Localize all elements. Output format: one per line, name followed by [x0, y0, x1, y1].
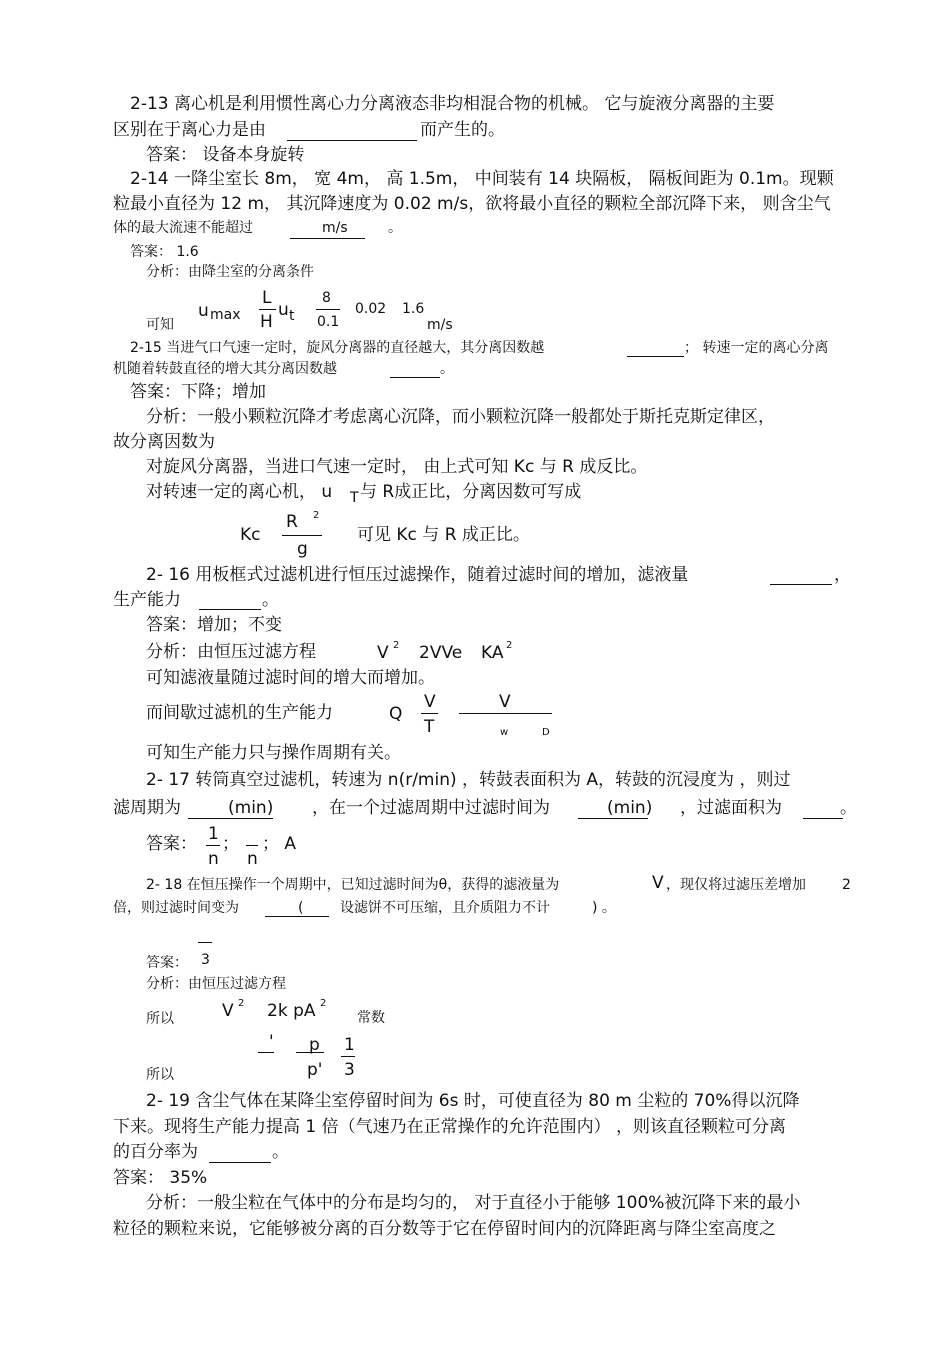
q216-blank-1[interactable]	[770, 584, 832, 585]
q218-line1a: 2- 18 在恒压操作一个周期中，已知过滤时间为θ，获得的滤液量为	[146, 877, 560, 893]
q216-VVe: 2VVe	[419, 643, 463, 663]
q218-pp: p'	[307, 1060, 323, 1080]
q219-line3b: 。	[272, 1142, 289, 1162]
q215-analysis-2: 故分离因数为	[113, 432, 215, 452]
q214-line3b: 。	[388, 220, 402, 236]
q216-w: w	[500, 727, 509, 738]
q218-line2b: 设滤饼不可压缩，且介质阻力不计	[340, 900, 550, 916]
q214-H: H	[260, 312, 273, 332]
q216-D: D	[542, 727, 550, 738]
q218-V: V	[652, 873, 664, 893]
q218-prime: '	[269, 1032, 274, 1052]
q215-line1a: 2-15 当进气口气速一定时，旋风分离器的直径越大，其分离因数越	[130, 340, 545, 356]
q216-line2a: 生产能力	[113, 590, 181, 610]
q217-n-2: n	[247, 849, 258, 869]
q218-line2c: ) 。	[592, 900, 616, 916]
q218-frac-bar-4	[341, 1056, 355, 1057]
q218-frac-bar-1	[198, 942, 212, 943]
q218-frac-bar-2	[258, 1052, 274, 1053]
q217-blank-1[interactable]	[188, 818, 273, 819]
q216-KA: KA	[481, 643, 504, 663]
q219-analysis-1: 分析：一般尘粒在气体中的分布是均匀的， 对于直径小于能够 100%被沉降下来的最小	[146, 1193, 801, 1213]
q217-one: 1	[208, 824, 219, 844]
q216-line2b: 。	[262, 590, 279, 610]
q215-analysis-4a: 对转速一定的离心机， u	[146, 482, 333, 502]
q218-answer: 答案：	[146, 955, 188, 971]
q217-semi: ；	[222, 834, 239, 854]
q215-blank-2[interactable]	[390, 377, 440, 378]
q217-line1: 2- 17 转筒真空过滤机，转速为 n(r/min) ，转鼓表面积为 A，转鼓的沉浸度为 ，则过	[146, 770, 791, 790]
q218-sq-1: 2	[238, 998, 245, 1009]
q217-frac-bar-2	[246, 845, 258, 846]
q215-sq: 2	[313, 510, 320, 521]
q216-V-num: V	[424, 692, 436, 712]
q214-u: u	[198, 301, 209, 321]
q214-line1: 2-14 一降尘室长 8m， 宽 4m， 高 1.5m， 中间装有 14 块隔板， 隔板间距为 0.1m。现颗	[130, 169, 834, 189]
q217-frac-bar-1	[206, 845, 220, 846]
q214-blank[interactable]	[290, 238, 365, 239]
q215-line1b: ； 转速一定的离心分离	[684, 340, 829, 356]
q216-analysis-2: 可知滤液量随过滤时间的增大而增加。	[146, 668, 435, 688]
q215-blank-1[interactable]	[627, 356, 684, 357]
q219-analysis-2: 粒径的颗粒来说，它能够被分离的百分数等于它在停留时间内的沉降距离与降尘室高度之	[113, 1219, 776, 1239]
q215-g: g	[297, 539, 308, 559]
q217-min-2: (min)	[607, 798, 653, 818]
q216-line1a: 2- 16 用板框式过滤机进行恒压过滤操作，随着过滤时间的增加，滤液量	[146, 565, 689, 585]
q219-answer: 答案： 35%	[113, 1168, 208, 1188]
q215-kejian: 可见 Kc 与 R 成正比。	[357, 525, 530, 545]
q218-three: 3	[201, 952, 210, 968]
q214-num-16: 1.6	[402, 301, 425, 317]
q213-answer: 答案： 设备本身旋转	[146, 145, 305, 165]
q215-Kc: Kc	[240, 525, 261, 545]
q216-line1b: ，	[834, 565, 851, 585]
q214-kezhi: 可知	[146, 317, 174, 333]
q216-Q: Q	[389, 704, 403, 724]
q215-T-sub: T	[350, 490, 359, 506]
q215-analysis-4b: 与 R成正比，分离因数可写成	[360, 482, 582, 502]
q218-p: p	[309, 1035, 320, 1055]
q214-frac-bar-2	[316, 309, 340, 310]
q216-analysis-3: 而间歇过滤机的生产能力	[146, 703, 333, 723]
q217-n-1: n	[208, 849, 219, 869]
q213-line1: 2-13 离心机是利用惯性离心力分离液态非均相混合物的机械。 它与旋液分离器的主要	[130, 94, 775, 114]
q218-const: 常数	[357, 1010, 385, 1026]
q218-two: 2	[842, 877, 851, 893]
q215-frac-bar	[282, 535, 322, 536]
q214-line3a: 体的最大流速不能超过	[113, 220, 253, 236]
q218-suoyi-2: 所以	[146, 1067, 174, 1083]
q218-analysis: 分析：由恒压过滤方程	[146, 976, 286, 992]
q219-line1: 2- 19 含尘气体在某降尘室停留时间为 6s 时，可使直径为 80 m 尘粒的 70%得以沉降	[146, 1091, 800, 1111]
q216-V-num-2: V	[499, 692, 511, 712]
q218-blank[interactable]	[265, 916, 329, 917]
q219-line3a: 的百分率为	[113, 1142, 198, 1162]
q214-line2: 粒最小直径为 12 m， 其沉降速度为 0.02 m/s，欲将最小直径的颗粒全部沉降下来， 则含尘气	[113, 194, 831, 214]
q214-num-01: 0.1	[317, 314, 340, 330]
q214-L: L	[262, 288, 272, 308]
q217-line2c: ，过滤面积为	[680, 798, 782, 818]
q214-analysis: 分析：由降尘室的分离条件	[146, 264, 314, 280]
q215-analysis-3: 对旋风分离器，当进口气速一定时， 由上式可知 Kc 与 R 成反比。	[146, 457, 648, 477]
q214-blank-unit: m/s	[322, 220, 348, 236]
q218-three-2: 3	[344, 1060, 355, 1080]
q217-blank-3[interactable]	[803, 818, 843, 819]
q216-V: V	[377, 643, 389, 663]
q219-blank[interactable]	[209, 1162, 271, 1163]
q215-line2a: 机随着转鼓直径的增大其分离因数越	[113, 361, 337, 377]
q217-answer: 答案：	[146, 834, 197, 854]
q216-answer: 答案：增加；不变	[146, 615, 282, 635]
q215-R: R	[286, 512, 298, 532]
q219-line2: 下来。现将生产能力提高 1 倍（气速乃在正常操作的允许范围内） ，则该直径颗粒可分离	[113, 1117, 787, 1137]
q218-V2: V	[222, 1001, 234, 1021]
q215-answer: 答案：下降；增加	[130, 382, 266, 402]
q214-frac-bar-1	[259, 309, 276, 310]
q216-analysis-4: 可知生产能力只与操作周期有关。	[146, 743, 401, 763]
q216-sq-1: 2	[393, 640, 400, 651]
q217-A: ； A	[262, 834, 297, 854]
q214-num-8: 8	[322, 290, 331, 306]
q218-suoyi-1: 所以	[146, 1011, 174, 1027]
q215-line2b: 。	[440, 361, 454, 377]
q214-num-002: 0.02	[355, 301, 387, 317]
q214-t-sub: t	[289, 308, 295, 324]
q216-sq-2: 2	[506, 640, 513, 651]
q218-line1b: ，现仅将过滤压差增加	[666, 877, 806, 893]
q216-T: T	[424, 717, 435, 737]
q214-answer: 答案： 1.6	[130, 244, 199, 260]
q218-line2a: 倍，则过滤时间变为	[113, 900, 239, 916]
q213-line2b: 而产生的。	[420, 120, 505, 140]
q217-line2b: ，在一个过滤周期中过滤时间为	[312, 798, 550, 818]
q218-one: 1	[344, 1035, 355, 1055]
q217-line2a: 滤周期为	[113, 798, 181, 818]
q217-line2d: 。	[840, 798, 857, 818]
q218-paren: (	[298, 900, 304, 916]
q216-blank-2[interactable]	[199, 609, 261, 610]
q217-blank-2[interactable]	[578, 818, 648, 819]
q218-kp: 2k pA	[267, 1001, 316, 1021]
q216-frac-bar-1	[421, 713, 438, 714]
q214-max: max	[210, 307, 241, 323]
q216-frac-bar-2	[459, 713, 552, 714]
q213-blank[interactable]	[287, 140, 417, 141]
q213-line2a: 区别在于离心力是由	[113, 120, 266, 140]
q217-min-1: (min)	[228, 798, 274, 818]
q214-ut: u	[278, 300, 289, 320]
q214-unit: m/s	[427, 317, 453, 333]
q218-sq-2: 2	[320, 998, 327, 1009]
q216-analysis-1: 分析：由恒压过滤方程	[146, 642, 316, 662]
q215-analysis-1: 分析：一般小颗粒沉降才考虑离心沉降，而小颗粒沉降一般都处于斯托克斯定律区，	[146, 407, 775, 427]
